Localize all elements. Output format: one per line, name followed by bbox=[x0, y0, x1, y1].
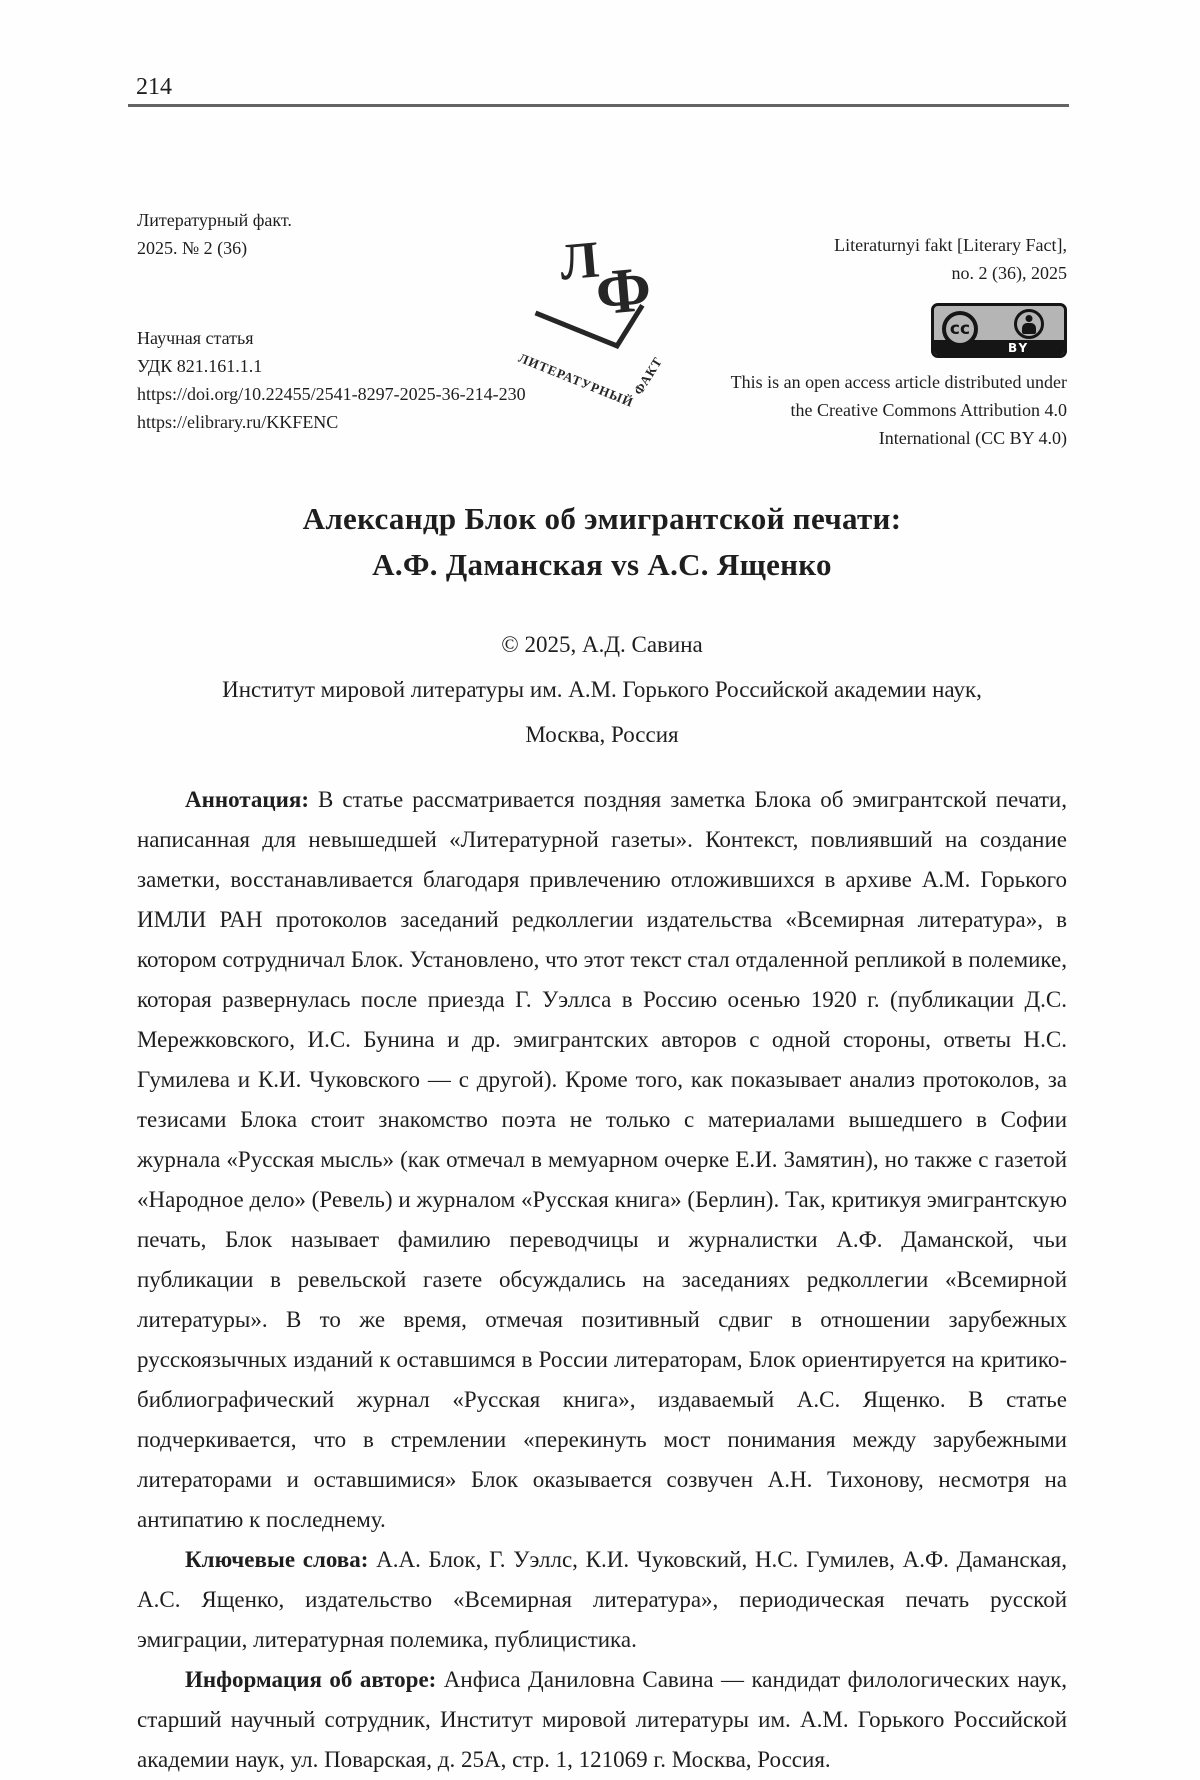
title-line-1: Александр Блок об эмигрантской печати: bbox=[302, 501, 902, 536]
header-right-column bbox=[607, 231, 1067, 452]
logo-caption-fakt: ФАКТ bbox=[630, 354, 666, 398]
title-line-2: А.Ф. Даманская vs А.С. Ященко bbox=[372, 547, 832, 582]
header-rule bbox=[128, 104, 1069, 107]
cc-icon: cc bbox=[942, 311, 978, 347]
author-info-label: Информация об авторе: bbox=[185, 1667, 437, 1692]
person-body-shape bbox=[1022, 323, 1036, 334]
person-head-shape bbox=[1026, 315, 1033, 322]
logo-letter-f: Ф bbox=[592, 252, 654, 329]
license-text-line3: International (CC BY 4.0) bbox=[878, 428, 1067, 448]
author-affiliation bbox=[137, 667, 1067, 757]
journal-issue-en: no. 2 (36), 2025 bbox=[951, 263, 1067, 283]
journal-name-en: Literaturnyi fakt [Literary Fact], bbox=[834, 235, 1067, 255]
cc-by-license-badge bbox=[931, 303, 1067, 358]
front-matter-paragraphs bbox=[137, 780, 1067, 1780]
author-info-paragraph bbox=[137, 1660, 1067, 1780]
article-title bbox=[137, 496, 1067, 588]
article-type: Научная статья bbox=[137, 328, 254, 348]
journal-issue-ru: 2025. № 2 (36) bbox=[137, 238, 248, 258]
abstract-paragraph bbox=[137, 780, 1067, 1540]
badge-by-label: BY bbox=[1008, 341, 1030, 355]
attribution-person-icon bbox=[1014, 309, 1044, 339]
elibrary-link[interactable]: https://elibrary.ru/KKFENC bbox=[137, 412, 339, 432]
license-text-line1: This is an open access article distributed under bbox=[730, 372, 1067, 392]
journal-name-ru: Литературный факт. bbox=[137, 210, 292, 230]
license-text-line2: the Creative Commons Attribution 4.0 bbox=[790, 400, 1067, 420]
abstract-text: В статье рассматривается поздняя заметка Блока об эмигрантской печати, написанная для невышедшей «Литературной газеты». Контекст, повлиявший на создание заметки, восстанавливается благодаря привлечению отложившихся в архиве А.М. Горького ИМЛИ РАН протоколов заседаний редколлегии издательства «Всемирная литература», в котором сотрудничал Блок. Установлено, что этот текст стал отдаленной репликой в полемике, которая развернулась после приезда Г. Уэллса в Россию осенью 1920 г. (публикации Д.С. Мережковского, И.С. Бунина и др. эмигрантских авторов с одной стороны, ответы Н.С. Гумилева и К.И. Чуковского — с другой). Кроме того, как показывает анализ протоколов, за тезисами Блока стоит знакомство поэта не только с материалами вышедшего в Софии журнала «Русская мысль» (как отмечал в мемуарном очерке Е.И. Замятин), но также с газетой «Народное дело» (Ревель) и журналом «Русская книга» (Берлин). Так, критикуя эмигрантскую печать, Блок называет фамилию переводчицы и журналистки А.Ф. Даманской, чьи публикации в ревельской газете обсуждались на заседаниях редколлегии «Всемирной литературы». В то же время, отмечая позитивный сдвиг в отношении зарубежных русскоязычных изданий к оставшимся в России литераторам, Блок ориентируется на критико-библиографический журнал «Русская книга», издаваемый А.С. Ященко. В статье подчеркивается, что в стремлении «перекинуть мост понимания между зарубежными литераторами и оставшимися» Блок оказывается созвучен А.Н. Тихонову, несмотря на антипатию к последнему. bbox=[137, 787, 1067, 1532]
author-info-text: Анфиса Даниловна Савина — кандидат филологических наук, старший научный сотрудник, Институт мировой литературы им. А.М. Горького Российской академии наук, ул. Поварская, д. 25А, стр. 1, 121069 г. Москва, Россия. bbox=[137, 1667, 1067, 1772]
affiliation-line-2: Москва, Россия bbox=[525, 722, 679, 747]
logo-caption-literaturnyi: ЛИТЕРАТУРНЫЙ bbox=[516, 350, 636, 410]
copyright-line: © 2025, А.Д. Савина bbox=[501, 632, 703, 657]
keywords-label: Ключевые слова: bbox=[185, 1547, 369, 1572]
keywords-text: А.А. Блок, Г. Уэллс, К.И. Чуковский, Н.С. Гумилев, А.Ф. Даманская, А.С. Ященко, издательство «Всемирная литература», периодическая печать русской эмиграции, литературная полемика, публицистика. bbox=[137, 1547, 1067, 1652]
keywords-paragraph bbox=[137, 1540, 1067, 1660]
page-number: 214 bbox=[136, 74, 172, 100]
logo-letter-l: Л bbox=[557, 231, 602, 292]
affiliation-line-1: Институт мировой литературы им. А.М. Горького Российской академии наук, bbox=[222, 677, 982, 702]
article-content bbox=[137, 496, 1067, 1780]
udk-code: УДК 821.161.1.1 bbox=[137, 356, 263, 376]
abstract-label: Аннотация: bbox=[185, 787, 309, 812]
doi-link[interactable]: https://doi.org/10.22455/2541-8297-2025-36-214-230 bbox=[137, 384, 526, 404]
